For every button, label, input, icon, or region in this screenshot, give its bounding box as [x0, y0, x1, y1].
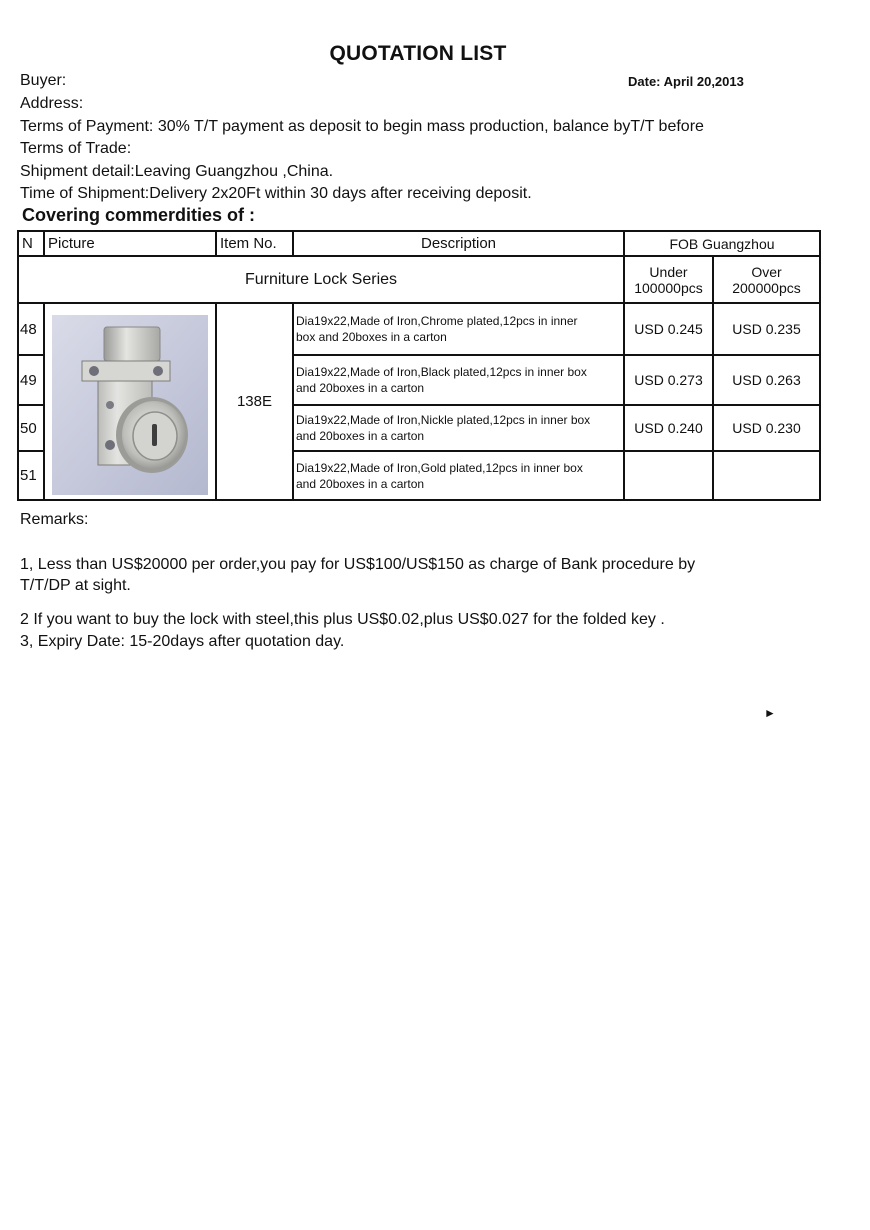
description-line-1: Dia19x22,Made of Iron,Black plated,12pcs in inner box [296, 365, 587, 379]
over-qty: 200000pcs [732, 279, 801, 296]
shipment-detail-line: Shipment detail:Leaving Guangzhou ,China. [20, 163, 334, 180]
address-line: Address: [20, 95, 84, 112]
header-over-qty [713, 256, 820, 303]
remarks-label: Remarks: [20, 511, 89, 528]
price-over: USD 0.230 [713, 405, 820, 451]
row-description [293, 355, 624, 405]
row-number: 51 [18, 451, 44, 500]
product-picture-cell [44, 303, 216, 500]
table-header-row [18, 231, 820, 256]
remark-1-line-1: 1, Less than US$20000 per order,you pay for US$100/US$150 as charge of Bank procedure by [20, 556, 696, 573]
under-label: Under [649, 263, 688, 280]
payment-terms-line: Terms of Payment: 30% T/T payment as deposit to begin mass production, balance byT/T before [20, 118, 704, 135]
cabinet-lock-photo [52, 315, 208, 495]
row-number: 49 [18, 355, 44, 405]
under-qty: 100000pcs [634, 279, 703, 296]
description-line-2: and 20boxes in a carton [296, 381, 425, 395]
header-n: N [18, 231, 44, 256]
series-label: Furniture Lock Series [18, 256, 624, 303]
description-line-1: Dia19x22,Made of Iron,Nickle plated,12pcs in inner box [296, 413, 591, 427]
row-description [293, 451, 624, 500]
header-description: Description [293, 231, 624, 256]
price-over: USD 0.235 [713, 303, 820, 355]
description-line-2: box and 20boxes in a carton [296, 330, 447, 344]
description-line-1: Dia19x22,Made of Iron,Gold plated,12pcs in inner box [296, 460, 583, 475]
description-line-2: and 20boxes in a carton [296, 429, 425, 443]
trade-terms-line: Terms of Trade: [20, 140, 132, 157]
shipment-time-line: Time of Shipment:Delivery 2x20Ft within 30 days after receiving deposit. [20, 185, 532, 202]
price-over [713, 451, 820, 500]
quotation-date: Date: April 20,2013 [628, 74, 744, 89]
remark-3: 3, Expiry Date: 15-20days after quotation day. [20, 633, 345, 650]
header-item-no: Item No. [216, 231, 293, 256]
description-line-1: Dia19x22,Made of Iron,Chrome plated,12pcs in inner [296, 314, 578, 328]
row-description [293, 405, 624, 451]
remark-1-line-2: T/T/DP at sight. [20, 577, 131, 594]
page-title: QUOTATION LIST [329, 42, 507, 65]
table-row [18, 303, 820, 355]
price-over: USD 0.263 [713, 355, 820, 405]
header-under-qty [624, 256, 713, 303]
quotation-table [17, 230, 821, 501]
description-line-2: and 20boxes in a carton [296, 476, 425, 491]
price-under: USD 0.273 [624, 355, 713, 405]
row-description [293, 303, 624, 355]
series-row [18, 256, 820, 303]
price-under: USD 0.240 [624, 405, 713, 451]
covering-heading: Covering commerdities of : [22, 205, 256, 225]
header-fob: FOB Guangzhou [624, 231, 820, 256]
item-number: 138E [216, 303, 293, 500]
row-number: 48 [18, 303, 44, 355]
price-under: USD 0.245 [624, 303, 713, 355]
remark-2: 2 If you want to buy the lock with steel,this plus US$0.02,plus US$0.027 for the folded key . [20, 611, 665, 628]
price-under [624, 451, 713, 500]
header-picture: Picture [44, 231, 216, 256]
right-arrow-icon: ► [764, 706, 776, 720]
row-number: 50 [18, 405, 44, 451]
buyer-line: Buyer: [20, 72, 67, 89]
over-label: Over [751, 263, 782, 280]
